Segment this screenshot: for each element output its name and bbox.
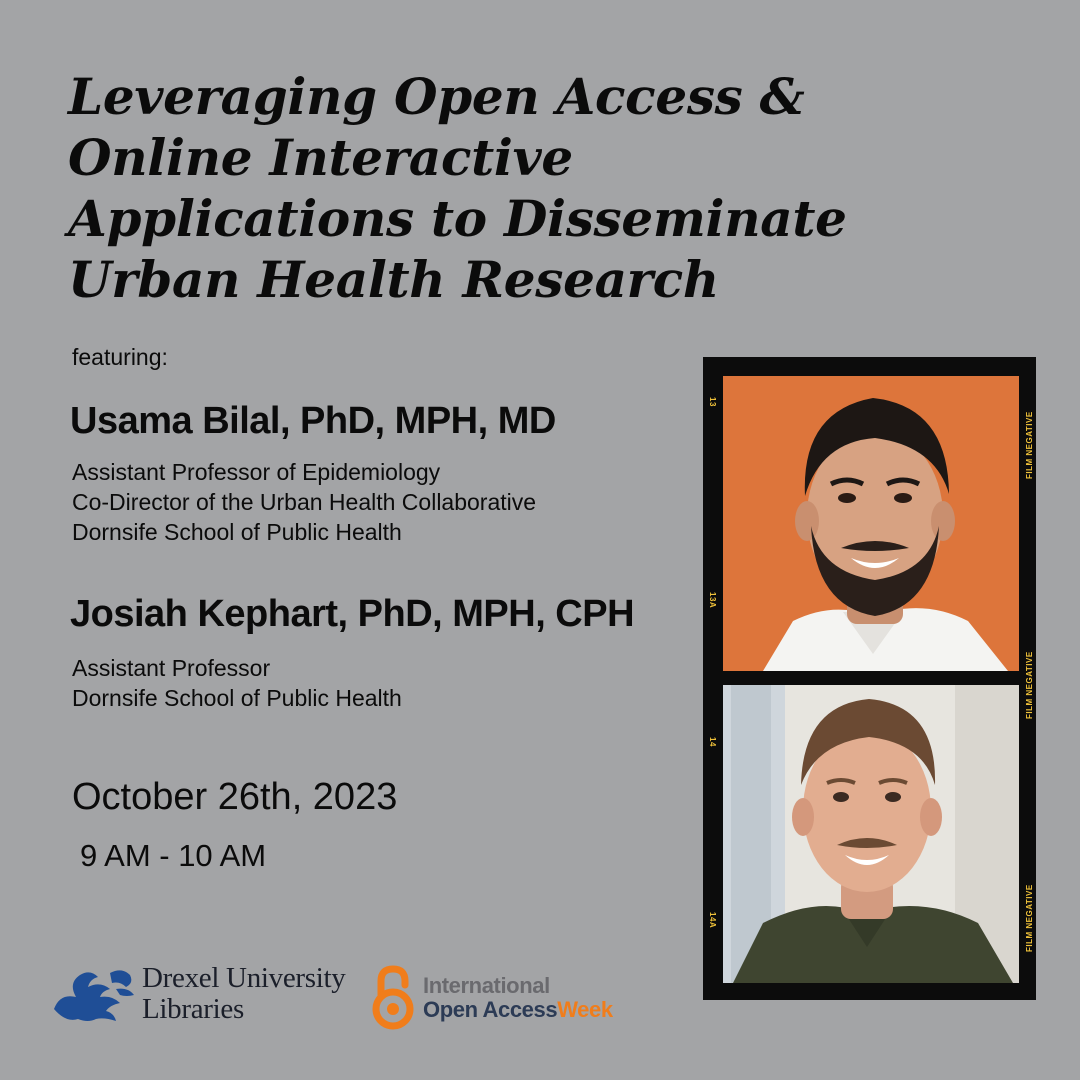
title-line: Urban Health Research (68, 250, 719, 309)
open-access-week-logo (371, 965, 613, 1031)
film-frame-number: 14A (708, 912, 717, 929)
oaw-week: Week (557, 997, 613, 1022)
speaker-2-school: Dornsife School of Public Health (72, 685, 402, 711)
open-access-lock-icon (371, 965, 415, 1031)
title-line: Applications to Disseminate (68, 189, 847, 248)
featuring-label: featuring: (72, 344, 168, 370)
speaker-1-title: Assistant Professor of Epidemiology (72, 459, 441, 485)
drexel-libraries-logo (50, 963, 345, 1025)
film-frame-number: 13 (708, 397, 717, 407)
speaker-2-name: Josiah Kephart, PhD, MPH, CPH (70, 593, 635, 635)
film-negative-label: FILM NEGATIVE (1025, 651, 1034, 719)
film-negative-label: FILM NEGATIVE (1025, 884, 1034, 952)
film-frame-number: 13A (708, 592, 717, 609)
dragon-icon (50, 963, 136, 1025)
speaker-1-name: Usama Bilal, PhD, MPH, MD (70, 400, 556, 442)
title-line: Leveraging Open Access & (68, 67, 805, 126)
speaker-1-school: Dornsife School of Public Health (72, 519, 402, 545)
oaw-line-1: International (423, 973, 550, 998)
film-strip (703, 357, 1036, 1000)
oaw-open-access: Open Access (423, 997, 558, 1022)
event-time: 9 AM - 10 AM (80, 838, 267, 873)
film-negative-label: FILM NEGATIVE (1025, 411, 1034, 479)
event-date: October 26th, 2023 (72, 776, 398, 818)
event-title (68, 66, 1028, 310)
drexel-line-1: Drexel University (142, 962, 346, 994)
speaker-1-role: Co-Director of the Urban Health Collaborative (72, 489, 537, 515)
speaker-2-title: Assistant Professor (72, 655, 271, 681)
title-line: Online Interactive (68, 128, 573, 187)
drexel-line-2: Libraries (142, 993, 244, 1025)
speaker-1-photo (723, 376, 1019, 671)
speaker-2-photo (723, 685, 1019, 983)
film-frame-number: 14 (708, 737, 717, 747)
